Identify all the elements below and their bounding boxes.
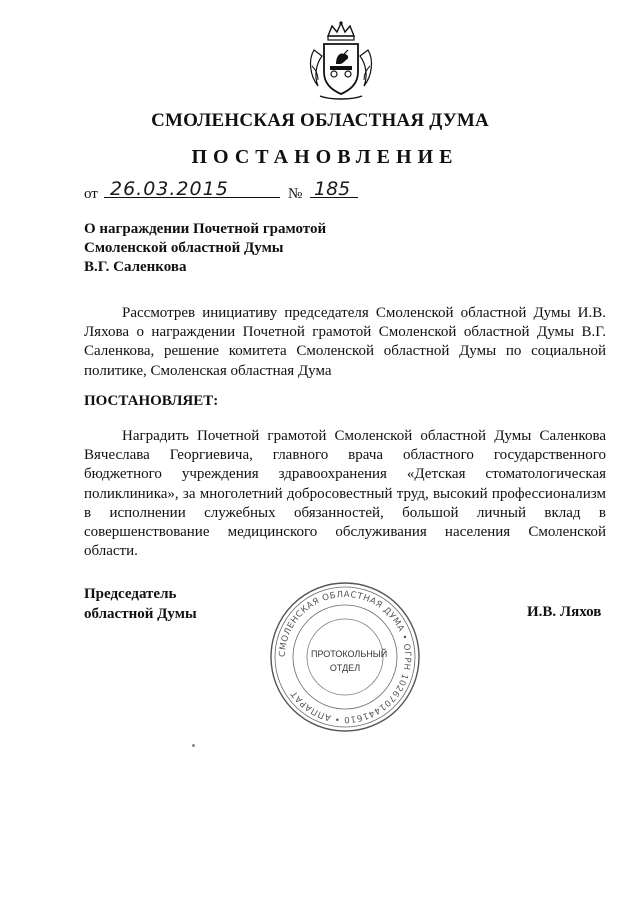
handwritten-date: 26.03.2015 <box>104 180 280 198</box>
resolution-paragraph: Наградить Почетной грамотой Смоленской областной Думы Саленкова Вячеслава Георгиевича, главного врача областного государственного бюджетного учреждения здравоохранения «Детская стоматологическая поликлиника», за многолетний добросовестный труд, высокий профессионализм в исполнении служебных обязанностей, большой личный вклад в совершенствование медицинского обслуживания населения Смоленской области. <box>84 428 606 560</box>
seal-center-text <box>311 647 388 675</box>
date-number-line <box>84 180 384 206</box>
seal-center-line: ПРОТОКОЛЬНЫЙ <box>311 649 388 659</box>
subject-line: Смоленской областной Думы <box>84 240 284 256</box>
coat-of-arms-icon <box>306 20 376 102</box>
signature-title-line: областной Думы <box>84 606 197 622</box>
number-prefix: № <box>288 186 303 202</box>
seal-ring-text: СМОЛЕНСКАЯ ОБЛАСТНАЯ ДУМА • ОГРН 1026701441610 • АППАРАТ <box>277 589 413 725</box>
seal-center-line: ОТДЕЛ <box>329 663 361 673</box>
document-title: ПОСТАНОВЛЕНИЕ <box>191 146 459 168</box>
date-prefix: от <box>84 186 98 202</box>
signature-name: И.В. Ляхов <box>527 604 602 620</box>
signature-title-line: Председатель <box>84 586 177 602</box>
org-name: СМОЛЕНСКАЯ ОБЛАСТНАЯ ДУМА <box>151 110 489 131</box>
subject-line: О награждении Почетной грамотой <box>84 221 327 237</box>
handwritten-number: 185 <box>310 180 358 198</box>
scan-speck <box>192 744 195 747</box>
subject-heading <box>84 220 326 277</box>
preamble-paragraph: Рассмотрев инициативу председателя Смоленской областной Думы И.В. Ляхова о награждении Почетной грамотой Смоленской областной Думы В.Г. Саленкова, решение комитета Смоленской областной Думы по социальной политике, Смоленская областная Дума <box>84 305 606 379</box>
subject-line: В.Г. Саленкова <box>84 259 187 275</box>
signature-title <box>84 584 197 624</box>
resolve-heading: ПОСТАНОВЛЯЕТ: <box>84 393 219 409</box>
